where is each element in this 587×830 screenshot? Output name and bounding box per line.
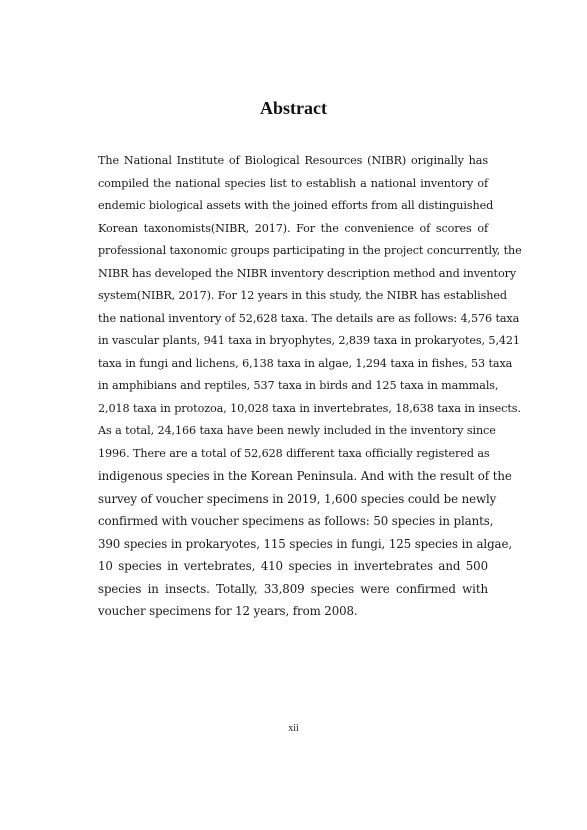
abstract-line: 390 species in prokaryotes, 115 species in fungi, 125 species in algae, xyxy=(98,536,512,551)
abstract-line: endemic biological assets with the joined efforts from all distinguished xyxy=(98,199,494,212)
abstract-line: 2,018 taxa in protozoa, 10,028 taxa in invertebrates, 18,638 taxa in insects. xyxy=(98,401,521,415)
abstract-line: 10 species in vertebrates, 410 species in invertebrates and 500 xyxy=(98,559,488,573)
page-number: xii xyxy=(288,723,299,734)
abstract-line: professional taxonomic groups participating in the project concurrently, the xyxy=(98,244,522,257)
abstract-line: in amphibians and reptiles, 537 taxa in birds and 125 taxa in mammals, xyxy=(98,379,499,392)
abstract-line: NIBR has developed the NIBR inventory description method and inventory xyxy=(98,266,517,280)
abstract-line: The National Institute of Biological Resources (NIBR) originally has xyxy=(98,154,488,167)
abstract-line: As a total, 24,166 taxa have been newly included in the inventory since xyxy=(98,424,496,437)
abstract-line: voucher specimens for 12 years, from 2008. xyxy=(98,604,358,618)
abstract-line: the national inventory of 52,628 taxa. The details are as follows: 4,576 taxa xyxy=(98,311,520,325)
abstract-body xyxy=(98,150,522,623)
abstract-line: Korean taxonomists(NIBR, 2017). For the convenience of scores of xyxy=(98,221,488,235)
page-title: Abstract xyxy=(260,98,327,118)
abstract-line: species in insects. Totally, 33,809 species were confirmed with xyxy=(98,581,488,596)
abstract-line: in vascular plants, 941 taxa in bryophytes, 2,839 taxa in prokaryotes, 5,421 xyxy=(98,334,520,347)
abstract-line: system(NIBR, 2017). For 12 years in this study, the NIBR has established xyxy=(98,289,507,302)
abstract-line: compiled the national species list to establish a national inventory of xyxy=(98,176,488,190)
abstract-line: taxa in fungi and lichens, 6,138 taxa in algae, 1,294 taxa in fishes, 53 taxa xyxy=(98,356,513,370)
abstract-line: indigenous species in the Korean Peninsula. And with the result of the xyxy=(98,469,512,483)
abstract-line: survey of voucher specimens in 2019, 1,600 species could be newly xyxy=(98,491,497,506)
abstract-line: 1996. There are a total of 52,628 different taxa officially registered as xyxy=(98,446,490,460)
abstract-line: confirmed with voucher specimens as follows: 50 species in plants, xyxy=(98,514,494,528)
